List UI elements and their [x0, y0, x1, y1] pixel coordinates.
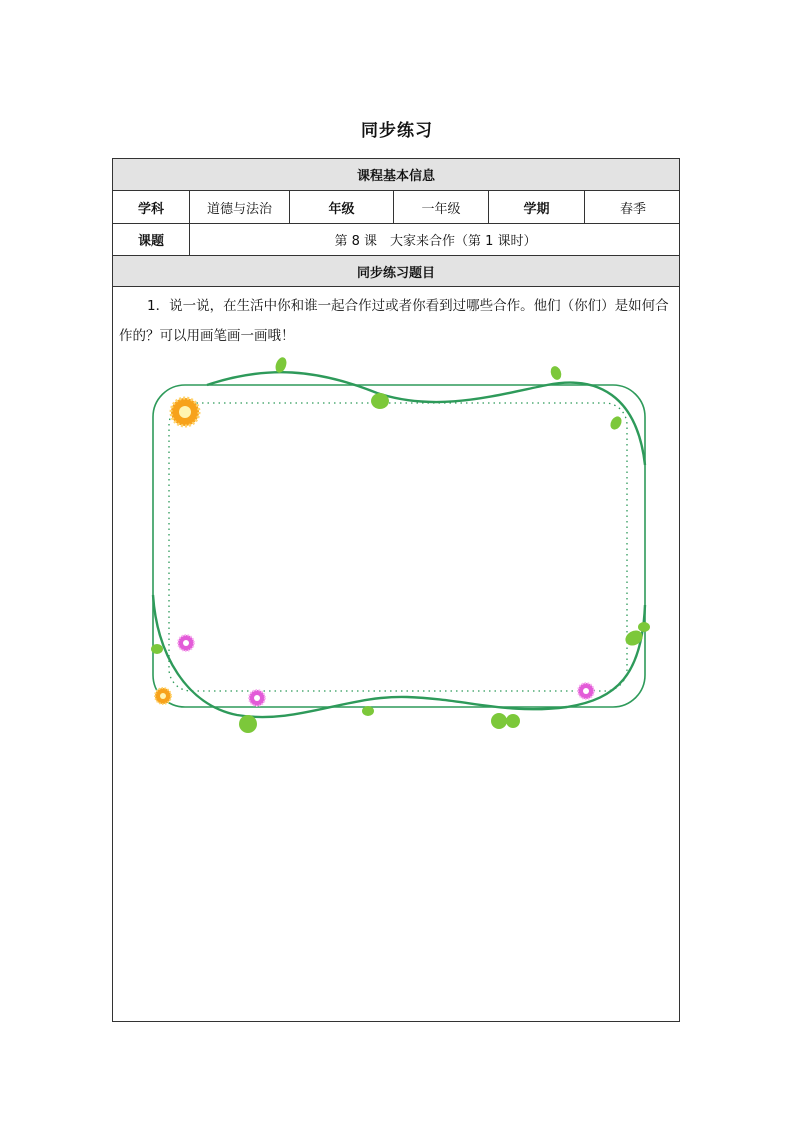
question-1: 1．说一说，在生活中你和谁一起合作过或者你看到过哪些合作。他们（你们）是如何合作的？可以用画笔画一画哦！ — [119, 298, 669, 344]
pink-flower-icon — [578, 683, 594, 699]
page-title: 同步练习 — [361, 121, 433, 141]
exercise-title: 同步练习题目 — [356, 265, 435, 281]
lesson-value: 第 8 课 大家来合作（第 1 课时） — [334, 234, 537, 249]
pink-flower-icon — [249, 690, 265, 706]
lesson-row — [113, 224, 679, 256]
top-vine — [207, 372, 645, 465]
subject-label: 学科 — [113, 191, 190, 223]
exercise-header — [113, 256, 679, 287]
frame-outer-border — [153, 385, 645, 707]
course-info-title: 课程基本信息 — [356, 169, 435, 184]
grade-label: 年级 — [290, 191, 394, 223]
course-info-header — [113, 159, 679, 191]
sunflower-icon — [171, 398, 199, 426]
leaf-icon — [151, 356, 650, 733]
exercise-sheet — [112, 158, 680, 1022]
frame-dotted-border — [169, 403, 627, 691]
bottom-vine — [153, 595, 645, 717]
orange-flower-icon — [155, 688, 171, 704]
term-value: 春季 — [619, 201, 646, 217]
term-label: 学期 — [489, 191, 585, 223]
pink-flower-icon — [178, 635, 194, 651]
subject-value: 道德与法治 — [190, 191, 290, 223]
drawing-frame — [147, 355, 657, 739]
subject-row — [113, 191, 679, 224]
grade-value: 一年级 — [394, 191, 489, 223]
lesson-label: 课题 — [113, 224, 190, 255]
